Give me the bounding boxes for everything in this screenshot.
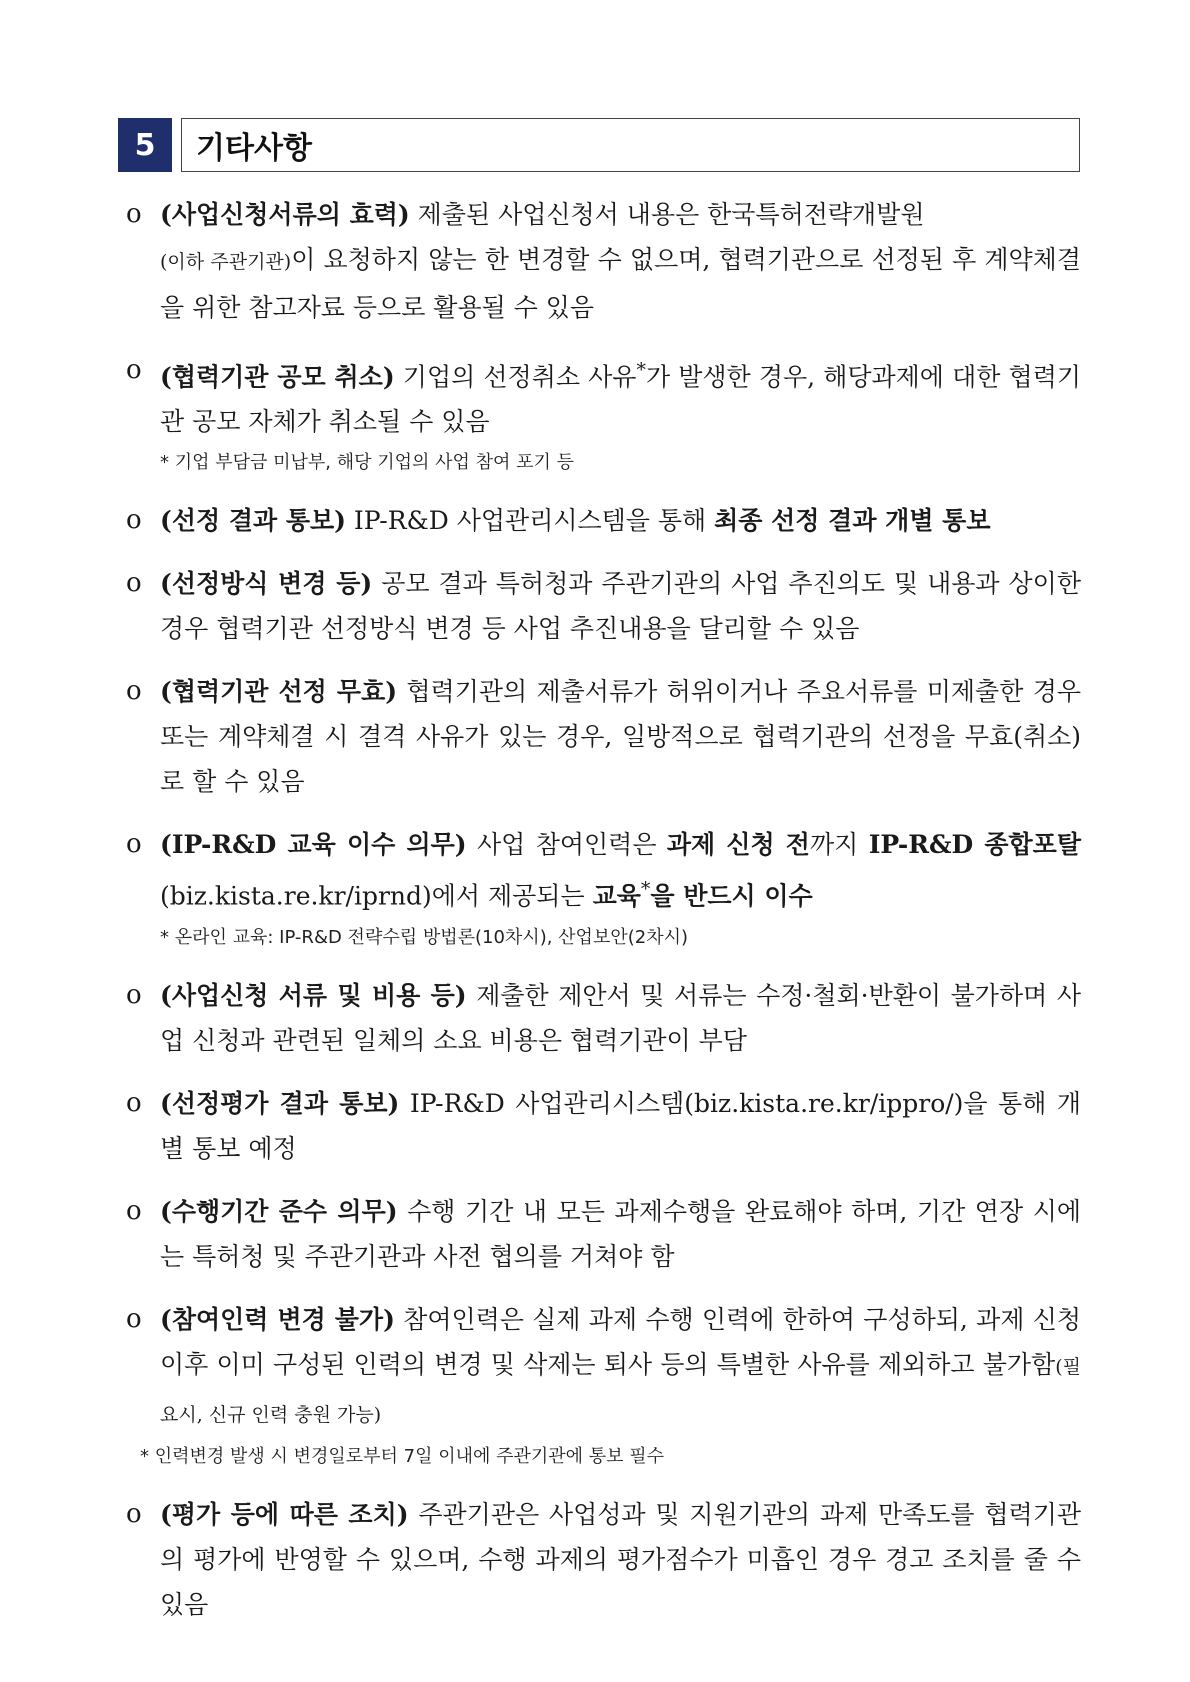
bullet: o <box>126 829 142 860</box>
item-paragraph <box>160 1189 1081 1279</box>
bullet: o <box>126 1195 142 1226</box>
item-text: 공모 결과 특허청과 주관기관의 사업 추진의도 및 내용과 상이한 경우 협력기관 선정방식 변경 등 사업 추진내용을 달리할 수 있음 <box>160 569 1081 644</box>
item-text: 제출된 사업신청서 내용은 한국특허전략개발원 <box>409 200 925 229</box>
bullet: o <box>126 1303 142 1334</box>
item-emphasis: 최종 선정 결과 개별 통보 <box>714 506 991 536</box>
footnote: * 인력변경 발생 시 변경일로부터 7일 이내에 주관기관에 통보 필수 <box>140 1445 665 1467</box>
item-title: (사업신청서류의 효력) <box>160 200 410 229</box>
footnote-mark: * <box>640 878 651 901</box>
item-paragraph <box>160 192 1081 330</box>
item-emphasis: IP-R&D 종합포탈 <box>868 830 1081 860</box>
item-paragraph <box>160 669 1081 804</box>
bullet: o <box>126 355 142 385</box>
item-text: IP-R&D 사업관리시스템(biz.kista.re.kr/ippro/)을 통해 개별 통보 예정 <box>160 1088 1081 1163</box>
item-paragraph <box>160 498 1081 543</box>
item-title: (선정 결과 통보) <box>160 506 346 536</box>
item-emphasis: 과제 신청 전 <box>666 830 810 860</box>
footnote: * 온라인 교육: IP-R&D 전략수립 방법론(10차시), 산업보안(2차시) <box>160 926 688 948</box>
item-small-text: (필요시, 신규 인력 충원 가능) <box>160 1355 1081 1426</box>
list-item <box>126 1492 1081 1627</box>
bullet: o <box>126 1087 142 1118</box>
item-title: (협력기관 공모 취소) <box>160 362 395 392</box>
list-item <box>126 669 1081 804</box>
item-text: 기업의 선정취소 사유 <box>394 362 637 392</box>
bullet: o <box>126 505 142 536</box>
item-paragraph <box>160 1492 1081 1627</box>
bullet: o <box>126 1498 142 1529</box>
bullet: o <box>126 979 142 1010</box>
item-title: (평가 등에 따른 조치) <box>160 1499 409 1529</box>
list-item <box>126 822 1081 954</box>
list-item <box>126 498 1081 543</box>
list-item <box>126 192 1081 330</box>
item-title: (협력기관 선정 무효) <box>160 677 398 707</box>
item-paragraph <box>160 1297 1081 1438</box>
item-title: (수행기간 준수 의무) <box>160 1196 398 1226</box>
footnote: * 기업 부담금 미납부, 해당 기업의 사업 참여 포기 등 <box>160 452 574 474</box>
item-paragraph <box>160 1081 1081 1171</box>
list-item <box>126 1297 1081 1474</box>
list-item <box>126 1189 1081 1279</box>
item-text: (biz.kista.re.kr/iprnd)에서 제공되는 <box>160 881 593 911</box>
footnote-mark: * <box>636 359 646 381</box>
item-paragraph <box>160 561 1081 651</box>
item-title: (IP-R&D 교육 이수 의무) <box>160 830 467 860</box>
item-text: 협력기관의 제출서류가 허위이거나 주요서류를 미제출한 경우 또는 계약체결 시 결격 사유가 있는 경우, 일방적으로 협력기관의 선정을 무효(취소)로 할 수 있음 <box>160 677 1082 797</box>
item-text: 수행 기간 내 모든 과제수행을 완료해야 하며, 기간 연장 시에는 특허청 및 주관기관과 사전 협의를 거쳐야 함 <box>160 1196 1081 1271</box>
item-emphasis: 을 반드시 이수 <box>650 881 813 911</box>
section-number: 5 <box>118 118 172 172</box>
item-text: 제출한 제안서 및 서류는 수정·철회·반환이 불가하며 사업 신청과 관련된 일체의 소요 비용은 협력기관이 부담 <box>160 980 1081 1055</box>
bullet: o <box>126 199 142 229</box>
item-title: (참여인력 변경 불가) <box>160 1304 395 1334</box>
item-text: 이 요청하지 않는 한 변경할 수 없으며, 협력기관으로 선정된 후 계약체결을 위한 참고자료 등으로 활용될 수 있음 <box>160 245 1081 322</box>
list-item <box>126 1081 1081 1171</box>
item-text: IP-R&D 사업관리시스템을 통해 <box>345 506 715 536</box>
item-title: (선정평가 결과 통보) <box>160 1088 400 1118</box>
list-item <box>126 561 1081 651</box>
list-item <box>126 973 1081 1063</box>
item-emphasis: 교육 <box>592 881 641 911</box>
item-list <box>126 192 1081 1627</box>
section-title: 기타사항 <box>181 118 1080 172</box>
list-item <box>126 348 1081 480</box>
item-paragraph <box>160 822 1081 918</box>
bullet: o <box>126 676 142 707</box>
item-small-text: (이하 주관기관) <box>160 251 292 273</box>
item-text: 참여인력은 실제 과제 수행 인력에 한하여 구성하되, 과제 신청 이후 이미 구성된 인력의 변경 및 삭제는 퇴사 등의 특별한 사유를 제외하고 불가함 <box>160 1304 1081 1379</box>
item-text: 까지 <box>809 830 869 860</box>
item-text: 가 발생한 경우, 해당과제에 대한 협력기관 공모 자체가 취소될 수 있음 <box>160 362 1081 437</box>
item-paragraph <box>160 973 1081 1063</box>
section-header <box>118 118 1080 172</box>
item-title: (사업신청 서류 및 비용 등) <box>160 980 467 1010</box>
item-paragraph <box>160 348 1081 444</box>
item-text: 주관기관은 사업성과 및 지원기관의 과제 만족도를 협력기관의 평가에 반영할 수 있으며, 수행 과제의 평가점수가 미흡인 경우 경고 조치를 줄 수 있음 <box>160 1499 1081 1619</box>
item-text: 사업 참여인력은 <box>466 830 667 860</box>
item-title: (선정방식 변경 등) <box>160 569 373 599</box>
bullet: o <box>126 568 142 599</box>
